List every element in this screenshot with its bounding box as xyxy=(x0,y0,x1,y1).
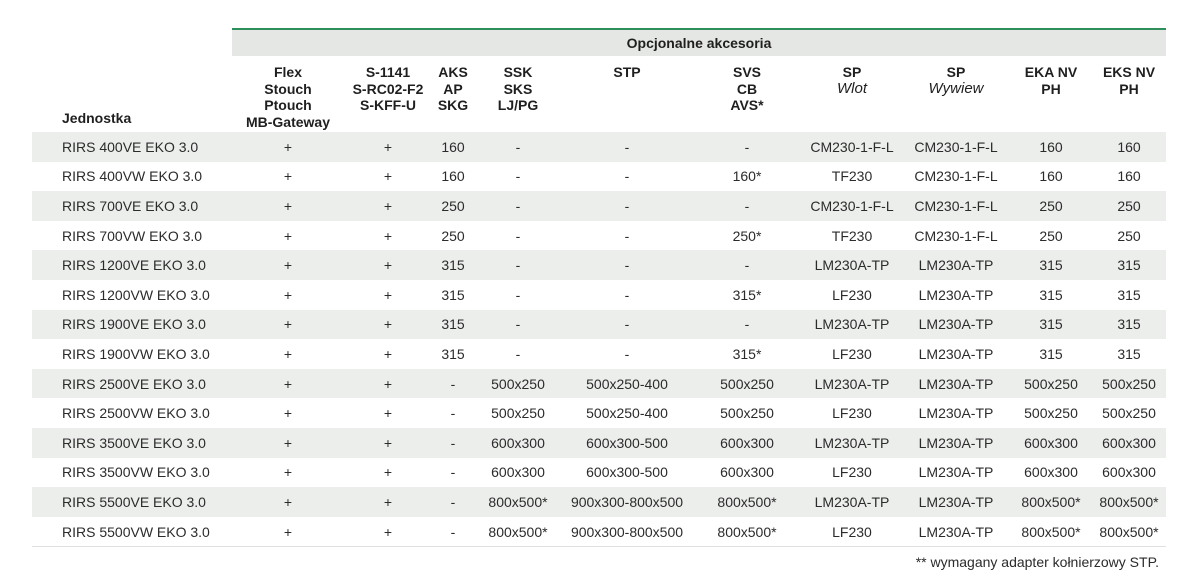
table-cell: LM230A-TP xyxy=(802,250,902,280)
column-header-line: PH xyxy=(1119,80,1139,97)
table-cell: CM230-1-F-L xyxy=(902,191,1010,221)
unit-name-cell: RIRS 400VW EKO 3.0 xyxy=(62,168,203,185)
table-cell: 315 xyxy=(1010,310,1092,340)
table-cell: 500x250 xyxy=(474,369,562,399)
column-header-line: SSK xyxy=(503,64,533,80)
table-cell: LM230A-TP xyxy=(802,487,902,517)
column-header xyxy=(1092,58,1166,131)
unit-name-cell: RIRS 1200VE EKO 3.0 xyxy=(32,250,232,280)
table-row xyxy=(32,310,1166,340)
table-cell: + xyxy=(232,428,344,458)
table-row xyxy=(32,162,1166,192)
table-cell: + xyxy=(283,464,293,481)
table-cell: 160 xyxy=(1092,131,1166,162)
table-cell: 500x250 xyxy=(1010,369,1092,399)
table-cell: LM230A-TP xyxy=(902,487,1010,517)
table-cell: + xyxy=(283,523,293,540)
group-header: Opcjonalne akcesoria xyxy=(232,28,1166,56)
table-cell: + xyxy=(283,168,293,185)
table-cell: - xyxy=(515,345,521,362)
table-row xyxy=(32,458,1166,488)
table-cell: 315 xyxy=(1117,286,1141,303)
table-cell: - xyxy=(450,464,456,481)
table-cell: - xyxy=(624,286,630,303)
column-header xyxy=(802,58,902,131)
table-cell: - xyxy=(562,250,692,280)
table-cell: LM230A-TP xyxy=(902,250,1010,280)
table-cell: + xyxy=(344,131,432,162)
table-cell: 800x500* xyxy=(488,523,548,540)
table-cell: 600x300-500 xyxy=(562,428,692,458)
table-cell: 500x250 xyxy=(1024,405,1078,422)
table-cell: - xyxy=(562,191,692,221)
table-cell: + xyxy=(232,487,344,517)
unit-name-cell: RIRS 2500VW EKO 3.0 xyxy=(62,405,210,422)
unit-name-cell: RIRS 700VE EKO 3.0 xyxy=(32,191,232,221)
table-cell: + xyxy=(383,345,393,362)
column-header-line: SP xyxy=(842,64,862,80)
table-cell: LM230A-TP xyxy=(918,464,994,481)
unit-name-cell: RIRS 1900VW EKO 3.0 xyxy=(62,345,210,362)
table-cell: 800x500* xyxy=(1021,523,1081,540)
table-row xyxy=(32,191,1166,221)
table-cell: 500x250-400 xyxy=(562,369,692,399)
table-cell: LF230 xyxy=(832,286,872,303)
table-cell: 250 xyxy=(1117,227,1141,244)
table-cell: CM230-1-F-L xyxy=(914,168,998,185)
table-cell: - xyxy=(515,168,521,185)
table-cell: TF230 xyxy=(831,168,873,185)
table-cell: + xyxy=(344,428,432,458)
table-cell: 600x300 xyxy=(491,464,545,481)
table-cell: 315 xyxy=(432,310,474,340)
table-cell: LM230A-TP xyxy=(902,310,1010,340)
table-cell: - xyxy=(692,131,802,162)
table-cell: 315* xyxy=(732,286,762,303)
table-row xyxy=(32,250,1166,280)
table-cell: 500x250 xyxy=(491,405,545,422)
table-cell: + xyxy=(383,168,393,185)
table-cell: - xyxy=(624,227,630,244)
table-cell: LF230 xyxy=(832,464,872,481)
table-cell: - xyxy=(624,168,630,185)
table-cell: LM230A-TP xyxy=(918,345,994,362)
table-cell: + xyxy=(232,369,344,399)
table-cell: CM230-1-F-L xyxy=(802,131,902,162)
table-cell: 250 xyxy=(441,227,465,244)
table-row xyxy=(32,221,1166,251)
table-cell: LM230A-TP xyxy=(802,310,902,340)
header-row xyxy=(32,58,1166,131)
column-header xyxy=(344,58,432,131)
unit-name-cell: RIRS 2500VE EKO 3.0 xyxy=(32,369,232,399)
table-row xyxy=(32,398,1166,428)
unit-name-cell: RIRS 3500VE EKO 3.0 xyxy=(32,428,232,458)
table-cell: LF230 xyxy=(832,405,872,422)
table-cell: - xyxy=(432,487,474,517)
column-header-subtitle: Wlot xyxy=(837,79,867,97)
column-header-line: PH xyxy=(1041,80,1061,97)
table-cell: 315 xyxy=(441,286,465,303)
table-cell: - xyxy=(474,250,562,280)
table-cell: LM230A-TP xyxy=(802,428,902,458)
column-header-unit xyxy=(32,58,232,131)
footnote: ** wymagany adapter kołnierzowy STP. xyxy=(915,554,1159,570)
table-cell: - xyxy=(562,131,692,162)
table-cell: - xyxy=(474,191,562,221)
table-cell: LM230A-TP xyxy=(918,286,994,303)
column-header-line: S-RC02-F2 xyxy=(352,80,424,97)
table-row xyxy=(32,517,1166,547)
column-header-line: CB xyxy=(736,80,758,97)
table-cell: CM230-1-F-L xyxy=(914,227,998,244)
table-cell: 315 xyxy=(432,250,474,280)
table-cell: 800x500* xyxy=(1099,523,1159,540)
unit-name-cell: RIRS 400VE EKO 3.0 xyxy=(32,131,232,162)
table-cell: 250 xyxy=(1039,227,1063,244)
table-cell: - xyxy=(450,523,456,540)
unit-name-cell: RIRS 700VW EKO 3.0 xyxy=(62,227,203,244)
table-cell: 600x300-500 xyxy=(586,464,668,481)
table-cell: 800x500* xyxy=(717,523,777,540)
table-cell: LF230 xyxy=(832,345,872,362)
column-header-line: SKG xyxy=(437,97,469,113)
table-cell: TF230 xyxy=(831,227,873,244)
column-header-line: EKA NV xyxy=(1024,64,1078,80)
column-header-line: AP xyxy=(443,80,463,97)
table-cell: 800x500* xyxy=(1092,487,1166,517)
table-cell: + xyxy=(283,405,293,422)
table-cell: LF230 xyxy=(832,523,872,540)
table-cell: 315* xyxy=(732,345,762,362)
table-body xyxy=(32,131,1166,547)
table-cell: 315 xyxy=(1039,345,1063,362)
table-cell: - xyxy=(624,345,630,362)
table-cell: - xyxy=(692,310,802,340)
unit-name-cell: RIRS 5500VW EKO 3.0 xyxy=(62,523,210,540)
table-cell: 500x250 xyxy=(1092,369,1166,399)
table-cell: 600x300 xyxy=(1010,428,1092,458)
column-header xyxy=(432,58,474,131)
column-header-line: S-1141 xyxy=(365,64,411,80)
table-cell: + xyxy=(232,310,344,340)
table-cell: 160* xyxy=(732,168,762,185)
table-cell: + xyxy=(283,286,293,303)
table-cell: 500x250 xyxy=(1102,405,1156,422)
table-cell: - xyxy=(474,131,562,162)
unit-name-cell: RIRS 3500VW EKO 3.0 xyxy=(62,464,210,481)
column-header-line: EKS NV xyxy=(1102,64,1156,80)
table-cell: 500x250-400 xyxy=(586,405,668,422)
table-cell: 900x300-800x500 xyxy=(570,523,684,540)
accessories-table xyxy=(32,58,1166,547)
column-header-line: STP xyxy=(613,64,641,80)
table-cell: + xyxy=(383,464,393,481)
table-cell: + xyxy=(344,191,432,221)
column-header-line: SVS xyxy=(732,64,761,80)
table-row xyxy=(32,131,1166,162)
table-cell: + xyxy=(344,250,432,280)
column-header-subtitle: Wywiew xyxy=(928,79,984,97)
column-header xyxy=(474,58,562,131)
table-cell: 315 xyxy=(441,345,465,362)
column-header xyxy=(1010,58,1092,131)
table-cell: + xyxy=(232,131,344,162)
table-row xyxy=(32,280,1166,310)
unit-name-cell: RIRS 1900VE EKO 3.0 xyxy=(32,310,232,340)
table-row xyxy=(32,339,1166,369)
table-cell: LM230A-TP xyxy=(918,405,994,422)
table-cell: - xyxy=(432,369,474,399)
table-cell: 250* xyxy=(732,227,762,244)
table-cell: - xyxy=(562,310,692,340)
column-header xyxy=(232,58,344,131)
table-cell: LM230A-TP xyxy=(902,369,1010,399)
table-cell: 500x250 xyxy=(720,405,774,422)
table-cell: - xyxy=(450,405,456,422)
table-cell: LM230A-TP xyxy=(918,523,994,540)
table-cell: 315 xyxy=(1039,286,1063,303)
table-cell: CM230-1-F-L xyxy=(802,191,902,221)
column-header-line: SP xyxy=(946,64,966,80)
table-cell: 250 xyxy=(1010,191,1092,221)
column-header-line: Jednostka xyxy=(62,109,132,126)
table-cell: 500x250 xyxy=(692,369,802,399)
table-cell: 315 xyxy=(1092,310,1166,340)
table-cell: - xyxy=(692,250,802,280)
table-cell: + xyxy=(232,250,344,280)
table-cell: 800x500* xyxy=(692,487,802,517)
table-cell: + xyxy=(383,286,393,303)
table-cell: + xyxy=(383,523,393,540)
table-cell: 600x300 xyxy=(1092,428,1166,458)
column-header-line: MB-Gateway xyxy=(245,113,331,130)
table-cell: + xyxy=(232,191,344,221)
unit-name-cell: RIRS 1200VW EKO 3.0 xyxy=(62,286,210,303)
table-cell: 160 xyxy=(1010,131,1092,162)
column-header xyxy=(902,58,1010,131)
table-cell: 600x300 xyxy=(1102,464,1156,481)
table-cell: 600x300 xyxy=(474,428,562,458)
table-row xyxy=(32,428,1166,458)
table-cell: + xyxy=(283,227,293,244)
column-header-line: AVS* xyxy=(730,97,764,113)
table-cell: + xyxy=(383,405,393,422)
table-cell: 160 xyxy=(1039,168,1063,185)
table-cell: 600x300 xyxy=(1024,464,1078,481)
column-header-line: S-KFF-U xyxy=(360,97,416,113)
column-header xyxy=(692,58,802,131)
table-cell: 250 xyxy=(432,191,474,221)
table-cell: 800x500* xyxy=(474,487,562,517)
table-cell: 160 xyxy=(1117,168,1141,185)
column-header xyxy=(562,58,692,131)
table-cell: 600x300 xyxy=(720,464,774,481)
column-header-line: SKS xyxy=(503,80,533,97)
table-cell: + xyxy=(283,345,293,362)
column-header-line: Stouch xyxy=(264,80,312,97)
table-cell: 160 xyxy=(441,168,465,185)
table-cell: - xyxy=(474,310,562,340)
table-cell: - xyxy=(692,191,802,221)
table-cell: + xyxy=(344,369,432,399)
unit-name-cell: RIRS 5500VE EKO 3.0 xyxy=(32,487,232,517)
table-cell: 250 xyxy=(1092,191,1166,221)
column-header-line: Ptouch xyxy=(264,97,312,113)
column-header-line: AKS xyxy=(438,64,468,80)
column-header-line: LJ/PG xyxy=(497,97,539,113)
table-cell: - xyxy=(432,428,474,458)
table-cell: 315 xyxy=(1010,250,1092,280)
column-header-line: Flex xyxy=(273,64,302,80)
table-cell: + xyxy=(344,310,432,340)
table-cell: CM230-1-F-L xyxy=(902,131,1010,162)
table-cell: 600x300 xyxy=(692,428,802,458)
table-row xyxy=(32,487,1166,517)
table-cell: 900x300-800x500 xyxy=(562,487,692,517)
table-cell: - xyxy=(515,227,521,244)
table-row xyxy=(32,369,1166,399)
table-cell: LM230A-TP xyxy=(902,428,1010,458)
table-cell: + xyxy=(344,487,432,517)
table-cell: - xyxy=(515,286,521,303)
table-cell: + xyxy=(383,227,393,244)
table-cell: LM230A-TP xyxy=(802,369,902,399)
table-cell: 315 xyxy=(1092,250,1166,280)
table-cell: 800x500* xyxy=(1010,487,1092,517)
table-cell: 315 xyxy=(1117,345,1141,362)
table-cell: 160 xyxy=(432,131,474,162)
